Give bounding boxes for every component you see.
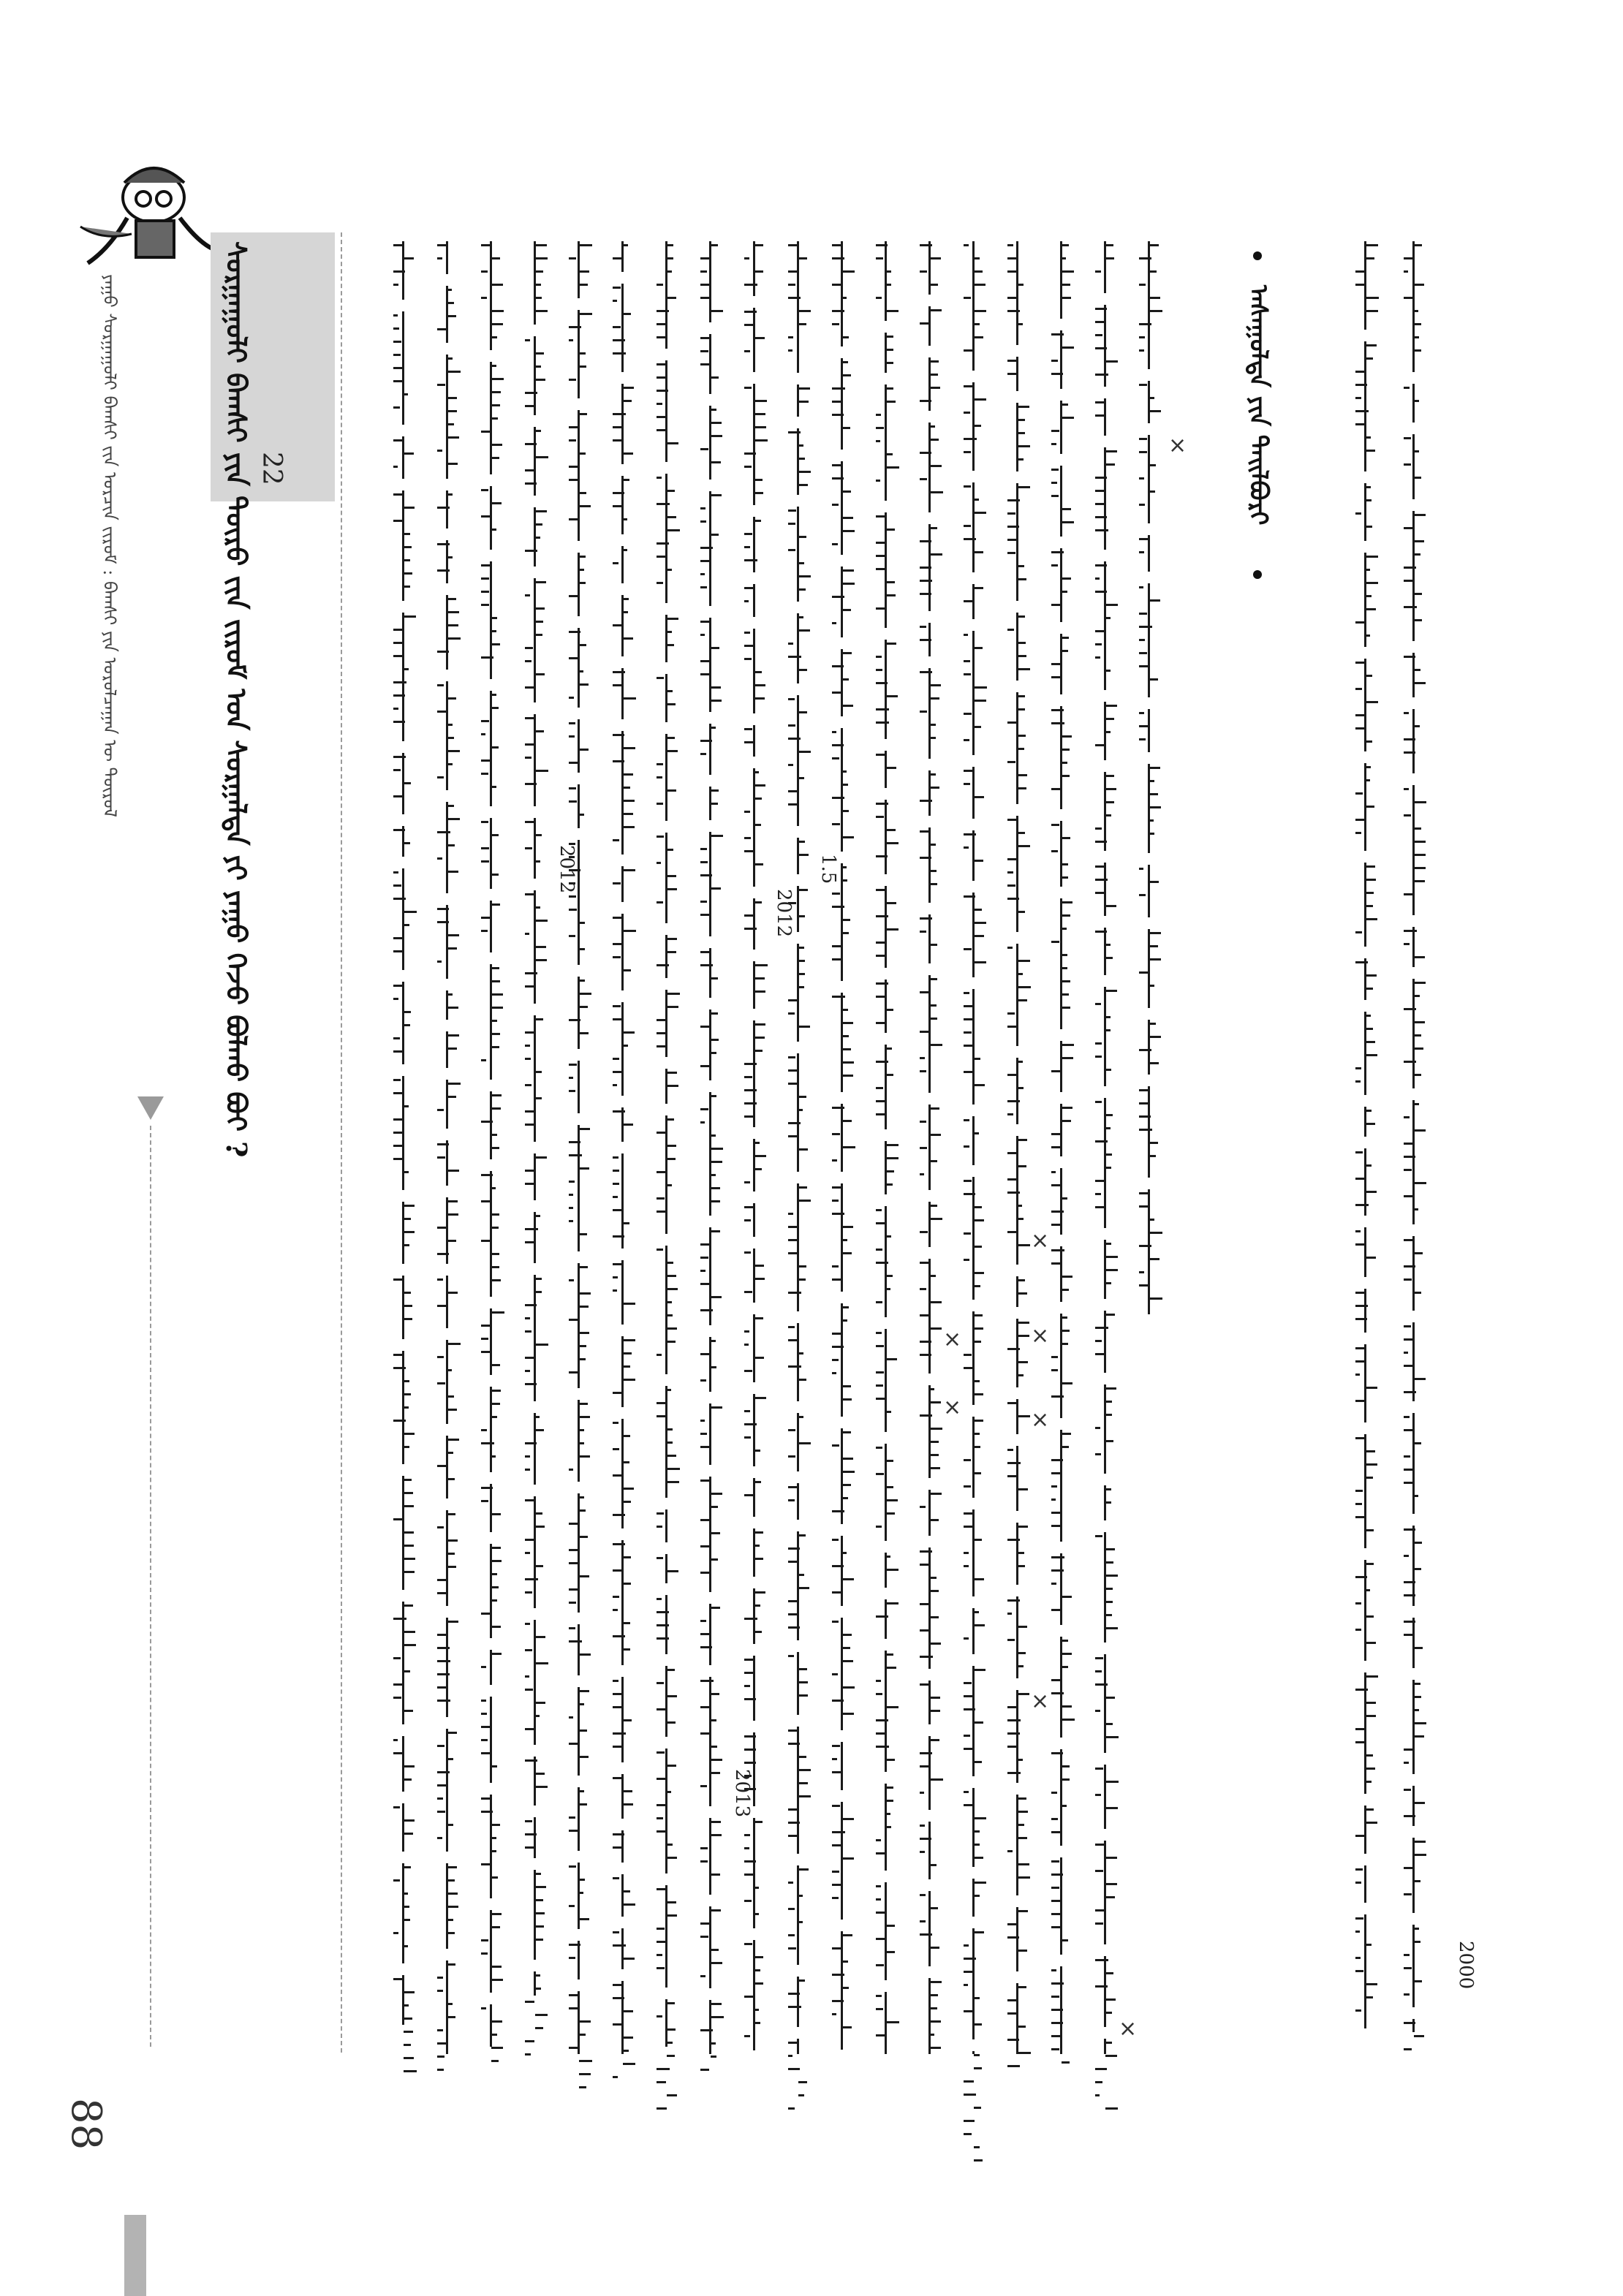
text-column-4 bbox=[519, 241, 550, 1996]
question-number: 22 bbox=[257, 452, 287, 485]
mult-sign: × bbox=[1031, 1228, 1050, 1254]
mult-sign: × bbox=[1031, 1323, 1050, 1349]
text-column-5 bbox=[563, 241, 594, 2054]
text-column-1 bbox=[387, 241, 418, 2025]
text-column-11 bbox=[826, 241, 857, 2054]
bullet-icon bbox=[1253, 251, 1262, 260]
mult-sign: × bbox=[943, 1327, 962, 1352]
text-column-14 bbox=[958, 241, 988, 2054]
chapter-header: ᠶᠠᠭᠤ ᠰᠤᠷᠭᠠᠭᠤᠯᠢ ᠪᠠᠭᠰᠢ ᠵᠢᠨ ᠣᠷᠴᠢᠨ ᠵᠢᠷᠤᠮ : ᠪᠠᠭᠰᠢ ᠶᠢᠨ ᠤᠷᠤᠯᠴᠠᠭᠠᠨ ᠦ ᠲᠥᠷᠦᠯ bbox=[99, 274, 120, 818]
section-heading: ᠠᠰᠠᠭᠤᠯᠲᠠ ᠶᠢᠨ ᠲᠠᠢᠯᠪᠤᠷᠢ bbox=[1244, 285, 1273, 526]
text-column-6 bbox=[607, 241, 638, 2054]
page-number: 88 bbox=[62, 2098, 110, 2151]
number-2012-a: 2012 bbox=[556, 845, 578, 894]
text-column-3 bbox=[475, 241, 506, 2047]
bullet-icon bbox=[1253, 570, 1262, 579]
mult-sign: × bbox=[1119, 2016, 1138, 2042]
text-column-18 bbox=[1133, 241, 1164, 1316]
intro-column-1 bbox=[1350, 241, 1380, 2032]
number-2013: 2013 bbox=[731, 1769, 753, 1818]
text-column-16 bbox=[1045, 241, 1076, 2054]
mult-sign: × bbox=[1031, 1407, 1050, 1433]
intro-column-2 bbox=[1398, 241, 1429, 2032]
text-column-10 bbox=[782, 241, 813, 2054]
mult-sign: × bbox=[943, 1395, 962, 1420]
mult-sign: × bbox=[1031, 1689, 1050, 1714]
text-column-17 bbox=[1089, 241, 1120, 2054]
question-title-text: ᠰᠤᠷᠭᠠᠭᠤᠯᠢ ᠪᠠᠭᠰᠢ ᠶᠢᠨ ᠲᠥᠷᠦ ᠵᠢᠨ ᠵᠢᠷᠤᠮ ᠤᠨ ᠰᠤᠷᠭᠠᠯᠲᠠ ᠶᠢ ᠶᠠᠭᠤ ᠭᠡᠵᠦ ᠪᠣᠯᠬᠤ ᠪᠣᠢ ? bbox=[220, 241, 253, 1158]
header-dashed-rule bbox=[150, 1126, 151, 2047]
question-divider bbox=[341, 232, 342, 2053]
number-2012-b: 2012 bbox=[773, 889, 795, 938]
text-column-15 bbox=[1002, 241, 1032, 2054]
text-column-2 bbox=[431, 241, 462, 2054]
header-arrow-icon bbox=[137, 1096, 164, 1120]
mascot-illustration bbox=[66, 139, 227, 278]
mult-sign: × bbox=[1168, 433, 1187, 458]
text-column-7 bbox=[651, 241, 681, 2047]
text-column-8 bbox=[695, 241, 725, 2054]
text-column-12 bbox=[870, 241, 901, 2054]
number-2000: 2000 bbox=[1455, 1941, 1477, 1990]
page-tab bbox=[124, 2215, 146, 2296]
text-column-13 bbox=[914, 241, 945, 2054]
question-title bbox=[220, 241, 278, 2039]
number-1.5: 1.5 bbox=[817, 854, 839, 884]
